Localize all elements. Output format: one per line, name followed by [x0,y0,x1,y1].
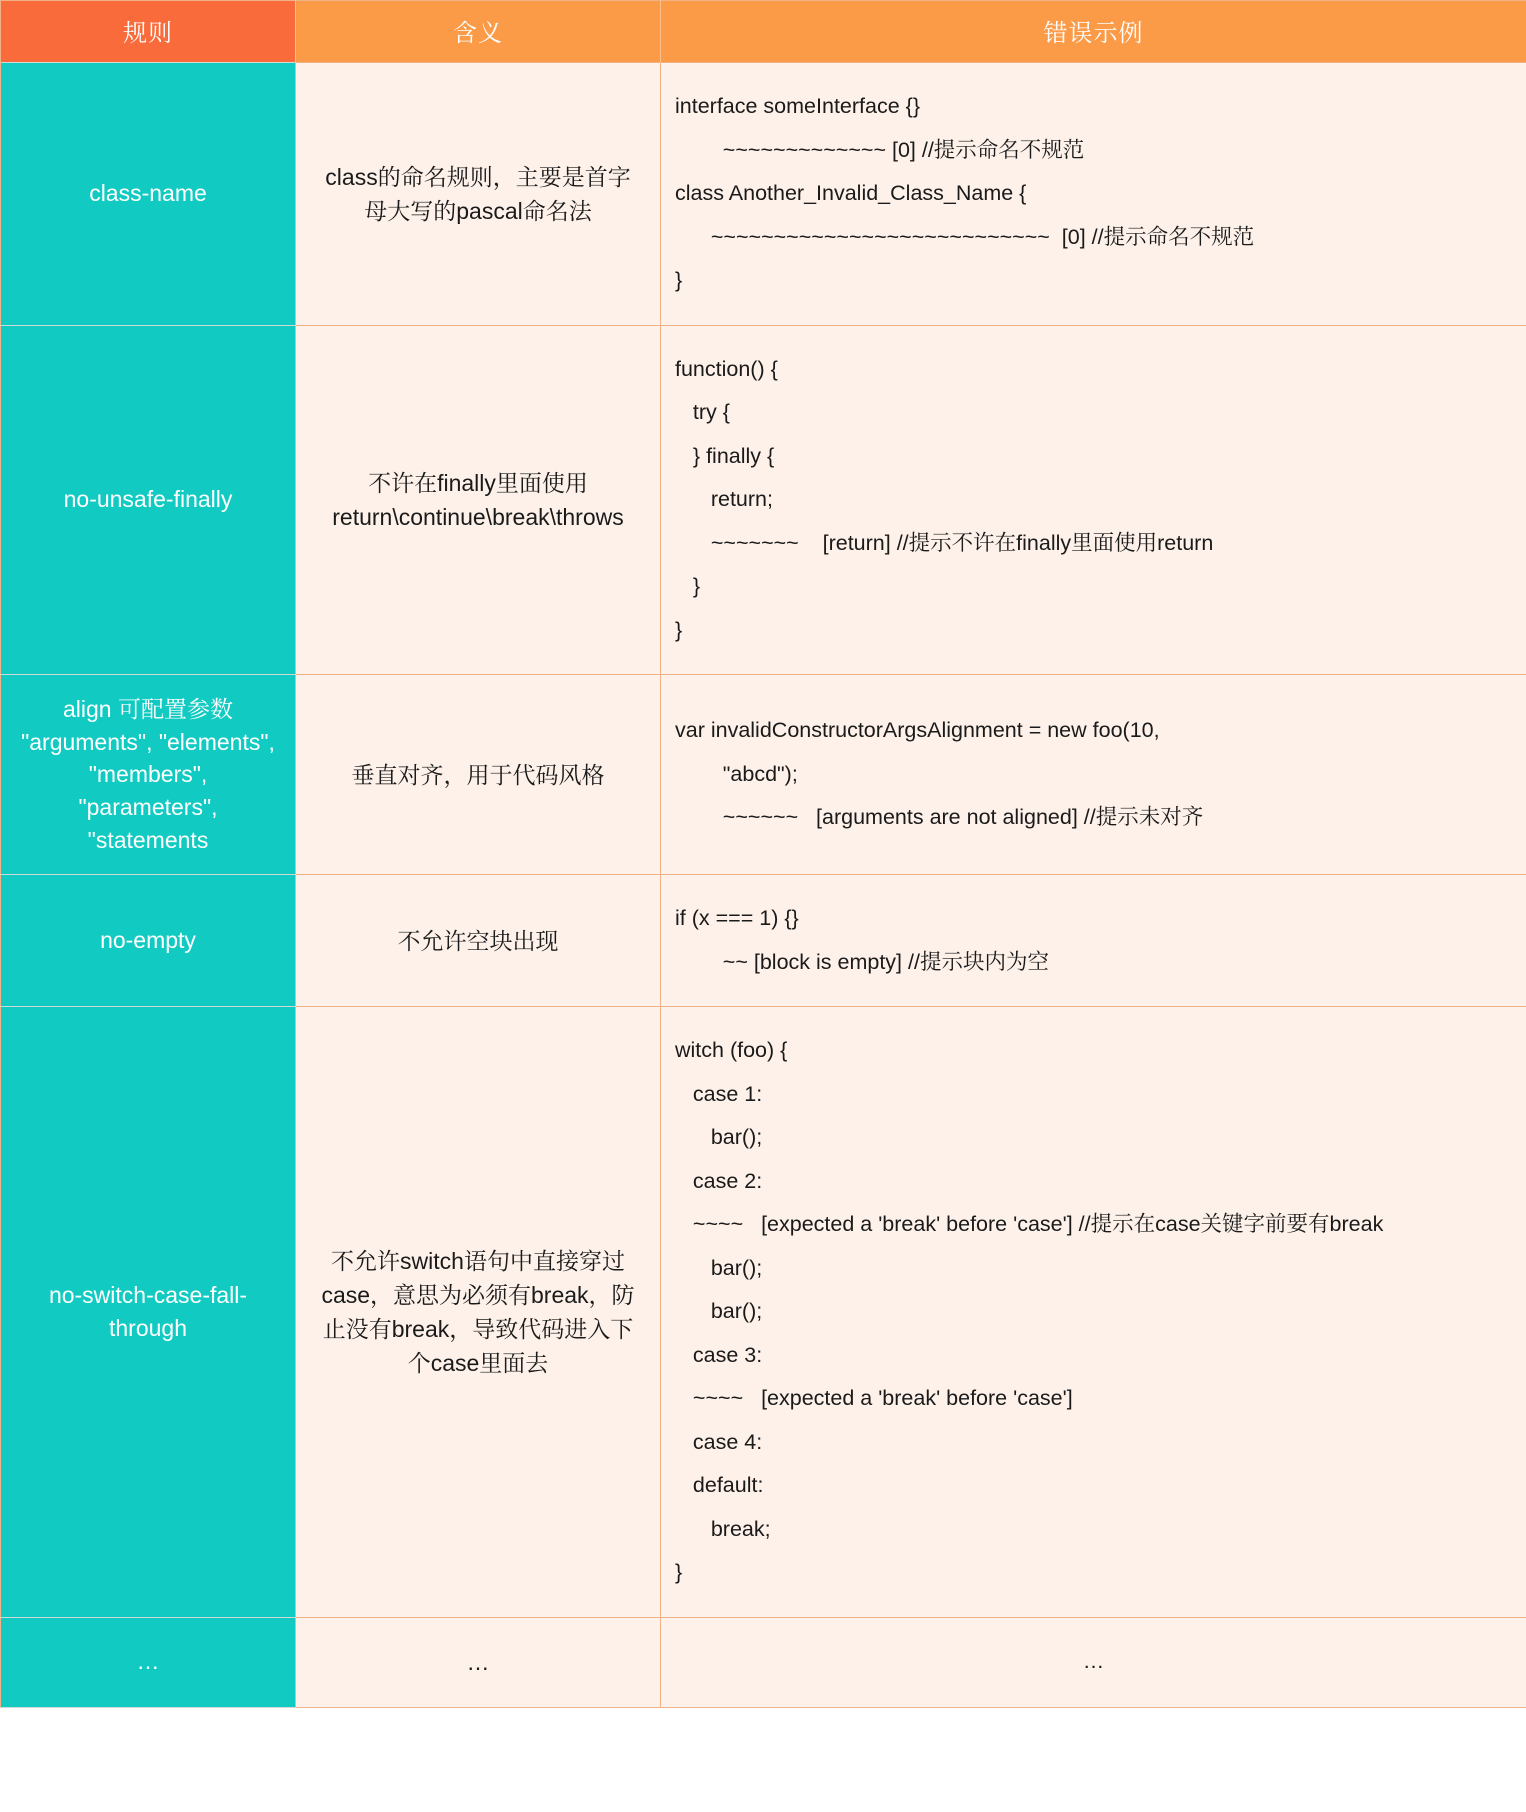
rule-name-cell: align 可配置参数 "arguments", "elements", "members", "parameters", "statements [1,675,296,875]
code-line: ~~~~~~~~~~~~~ [0] //提示命名不规范 [675,137,1085,162]
rule-name-cell: no-switch-case-fall-through [1,1007,296,1618]
rule-name-cell: no-unsafe-finally [1,325,296,675]
code-line: case 4: [675,1429,763,1454]
rule-meaning-cell: 不许在finally里面使用return\continue\break\throws [296,325,661,675]
code-line: if (x === 1) {} [675,906,799,931]
code-example-block [675,1029,1512,1595]
code-example-block [675,709,1512,840]
code-example-block [675,897,1512,984]
table-row [1,875,1526,1007]
code-line: } [675,617,683,642]
code-line: } [675,574,701,598]
table-row [1,63,1526,326]
rule-meaning-cell: … [296,1617,661,1708]
rule-example-cell [661,325,1526,675]
rule-meaning-cell: 垂直对齐，用于代码风格 [296,675,661,875]
table-row [1,675,1526,875]
rule-example-cell [661,875,1526,1007]
code-example-block [675,85,1512,303]
code-line: case 3: [675,1342,763,1367]
table-row [1,1617,1526,1708]
code-example-block [675,348,1512,653]
header-row [1,1,1526,63]
code-line: ~~~~~~ [arguments are not aligned] //提示未对齐 [675,805,1204,830]
code-line: } [675,268,683,292]
rule-example-cell [661,675,1526,875]
column-header-example: 错误示例 [661,1,1526,63]
rule-meaning-cell: class的命名规则，主要是首字母大写的pascal命名法 [296,63,661,326]
code-line: break; [675,1516,771,1541]
code-line: try { [675,400,730,424]
code-line: ~~~~~~~~~~~~~~~~~~~~~~~~~~~ [0] //提示命名不规范 [675,224,1255,249]
rule-name-cell: no-empty [1,875,296,1007]
code-line: case 2: [675,1168,763,1193]
code-line: "abcd"); [675,761,798,786]
code-line: bar(); [675,1125,763,1150]
code-line: function() { [675,356,778,381]
code-line: } [675,1560,683,1585]
code-line: ~~~~ [expected a 'break' before 'case'] //提示在case关键字前要有break [675,1212,1384,1237]
code-line: default: [675,1473,764,1498]
table-row [1,325,1526,675]
code-line: ~~~~ [expected a 'break' before 'case'] [675,1386,1073,1411]
rule-example-cell [661,63,1526,326]
code-line: return; [675,487,773,511]
rule-meaning-cell: 不允许switch语句中直接穿过case，意思为必须有break，防止没有break，导致代码进入下个case里面去 [296,1007,661,1618]
column-header-rule: 规则 [1,1,296,63]
table-header [1,1,1526,63]
code-line: class Another_Invalid_Class_Name { [675,181,1027,205]
code-line: var invalidConstructorArgsAlignment = new foo(10, [675,718,1160,743]
code-line: ~~ [block is empty] //提示块内为空 [675,949,1049,974]
column-header-meaning: 含义 [296,1,661,63]
table-row [1,1007,1526,1618]
code-line: } finally { [675,443,775,468]
rule-name-cell: … [1,1617,296,1708]
code-line: bar(); [675,1255,763,1280]
rule-meaning-cell: 不允许空块出现 [296,875,661,1007]
rule-example-cell [661,1007,1526,1618]
code-line: interface someInterface {} [675,94,921,118]
rule-name-cell: class-name [1,63,296,326]
table-body [1,63,1526,1708]
code-line: witch (foo) { [675,1038,788,1063]
code-example-block [675,1640,1512,1684]
code-line: bar(); [675,1299,763,1324]
code-line: ~~~~~~~ [return] //提示不许在finally里面使用return [675,530,1214,555]
code-line: case 1: [675,1081,763,1106]
rule-example-cell [661,1617,1526,1708]
code-line: … [1082,1648,1105,1673]
